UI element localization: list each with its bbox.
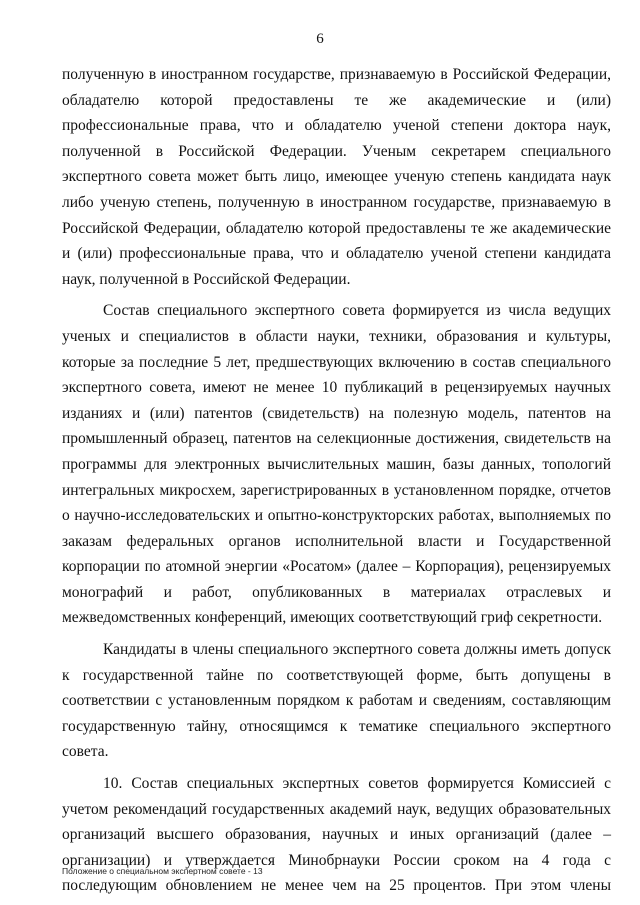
paragraph-1: полученную в иностранном государстве, признаваемую в Российской Федерации, обладателю которой предоставлены те же академические и (или) профессиональные права, что и обладателю ученой степени доктора наук, полученной в Российской Федерации. Ученым секретарем специального экспертного совета может быть лицо, имеющее ученую степень кандидата наук либо ученую степень, полученную в иностранном государстве, признаваемую в Российской Федерации, обладателю которой предоставлены те же академические и (или) профессиональные права, что и обладателю ученой степени кандидата наук, полученной в Российской Федерации.	[62, 66, 611, 288]
paragraph-3: Кандидаты в члены специального экспертного совета должны иметь допуск к государственной тайне по соответствующей форме, быть допущены в соответствии с установленным порядком к работам и сведениям, составляющим государственную тайну, относящимся к тематике специального экспертного совета.	[62, 641, 611, 761]
page-number: 6	[316, 31, 324, 47]
footer-note: Положение о специальном экспертном совете - 13	[62, 866, 263, 876]
paragraph-2: Состав специального экспертного совета формируется из числа ведущих ученых и специалистов в области науки, техники, образования и культуры, которые за последние 5 лет, предшествующих включению в состав специального экспертного совета, имеют не менее 10 публикаций в рецензируемых научных изданиях и (или) патентов (свидетельств) на полезную модель, патентов на промышленный образец, патентов на селекционные достижения, свидетельств на программы для электронных вычислительных машин, базы данных, топологий интегральных микросхем, зарегистрированных в установленном порядке, отчетов о научно-исследовательских и опытно-конструкторских работах, выполняемых по заказам федеральных органов исполнительной власти и Государственной корпорации по атомной энергии «Росатом» (далее – Корпорация), рецензируемых монографий и работ, опубликованных в материалах отраслевых и межведомственных конференций, имеющих соответствующий гриф секретности.	[62, 302, 611, 627]
paragraph-4: 10. Состав специальных экспертных советов формируется Комиссией с учетом рекомендаций государственных академий наук, ведущих образовательных организаций высшего образования, научных и иных организаций (далее – организации) и утверждается Минобрнауки России сроком на 4 года с последующим обновлением не менее чем на 25 процентов. При этом члены	[62, 775, 611, 895]
document-body	[62, 62, 611, 899]
